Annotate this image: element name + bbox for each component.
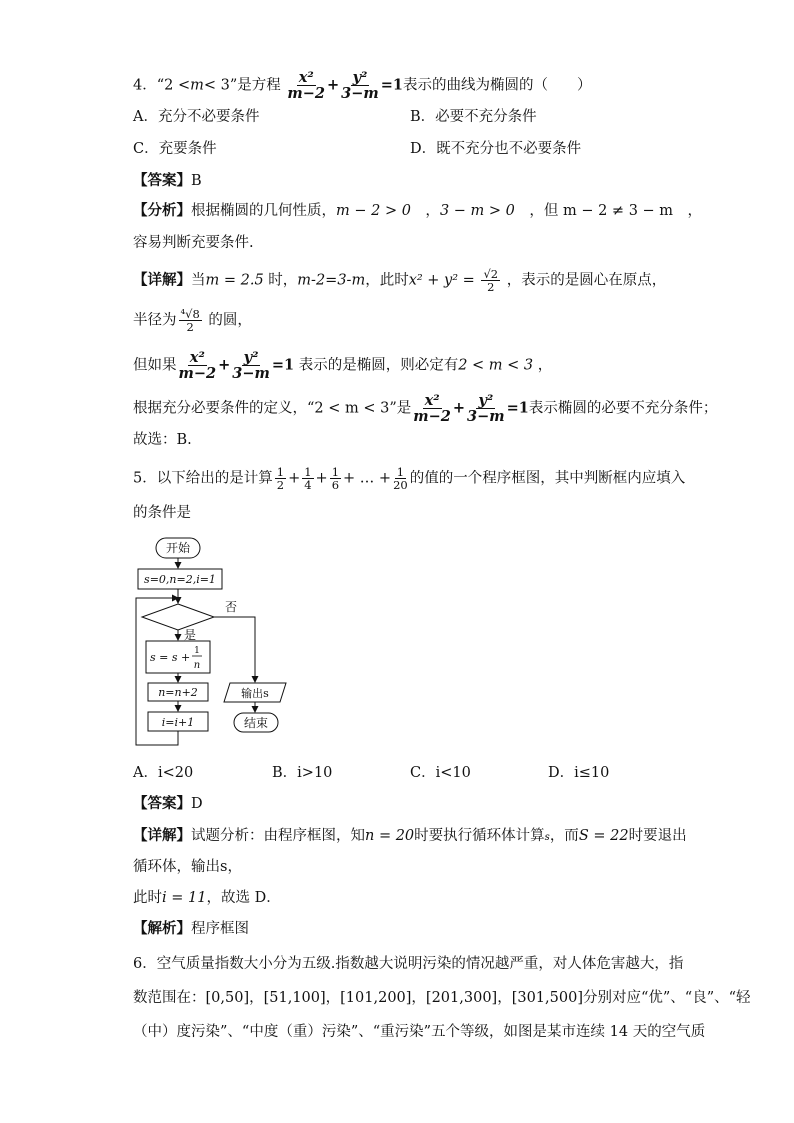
equals-one: =1 xyxy=(380,76,403,94)
frac-denominator: 6 xyxy=(331,478,340,493)
math: i = 11 xyxy=(162,890,207,906)
frac-denominator: m−2 xyxy=(287,85,325,103)
text: ，表示的是圆心在原点， xyxy=(506,272,667,289)
text: 时要执行循环体计算 xyxy=(414,828,545,844)
analysis-text: 根据椭圆的几何性质， xyxy=(191,203,336,219)
analysis-cond3: ，但 m − 2 ≠ 3 − m ， xyxy=(529,203,703,219)
q4-fraction-y xyxy=(232,350,270,381)
frac-numerator: y² xyxy=(478,392,494,409)
start-label: 开始 xyxy=(165,541,191,555)
text: 但如果 xyxy=(133,357,177,374)
text: 半径为 xyxy=(133,312,177,329)
text: 以下给出的是计算 xyxy=(156,470,273,487)
no-label: 否 xyxy=(225,600,238,614)
end-label: 结束 xyxy=(243,716,269,730)
yes-label: 是 xyxy=(184,628,197,642)
frac-denominator: 4 xyxy=(304,478,312,493)
frac-denominator: m−2 xyxy=(413,408,451,426)
q5-stem: 5．以下给出的是计算 $\frac{1}{2}$ + $\frac{1}{4}$ + $\frac{1}{6}$ + … + $\frac{1}{20}$ 的值的一个程序框图，其中判断框内应填入 xyxy=(133,465,686,493)
sqrt2-over-2 xyxy=(481,268,500,293)
analysis-cond2: 3 − m > 0 xyxy=(439,203,515,219)
answer-tag: 【答案】 xyxy=(133,795,191,812)
q4-fraction-x xyxy=(413,393,451,424)
math: m = 2.5 xyxy=(205,272,264,289)
q4-detail-line3 xyxy=(133,350,552,381)
q6-line2: 数范围在：[0,50]，[51,100]，[101,200]，[201,300]，[301,500]分别对应“优”、“良”、“轻 xyxy=(133,990,751,1006)
q5-answer xyxy=(133,794,203,814)
q5-option-b: B．i>10 xyxy=(272,765,333,781)
equals-one: =1 xyxy=(506,399,529,417)
update-s-lhs: s = s + xyxy=(150,651,191,664)
math: S = 22 xyxy=(578,828,629,844)
equals-one: =1 xyxy=(271,356,295,374)
text: 表示椭圆的必要不充分条件； xyxy=(528,400,718,417)
text: 当 xyxy=(191,272,206,289)
q4-option-a: A．充分不必要条件 xyxy=(133,109,260,125)
frac-denominator: 3−m xyxy=(467,408,505,426)
answer-value: D xyxy=(191,796,203,812)
frac-denominator: 2 xyxy=(487,280,495,295)
detail-tag: 【详解】 xyxy=(133,271,191,289)
q4-fraction-y xyxy=(467,393,505,424)
flowchart xyxy=(130,535,300,750)
analysis-tag: 【分析】 xyxy=(133,202,191,219)
q5-stem-line2: 的条件是 xyxy=(133,505,191,521)
text: ，故选 D． xyxy=(206,890,281,906)
q5-detail-line2: 循环体，输出s， xyxy=(133,859,242,875)
frac-numerator: y² xyxy=(352,69,368,86)
q4-analysis-line1: 【分析】根据椭圆的几何性质，m − 2 > 0 ，3 − m > 0 ，但 m − 2 ≠ 3 − m ， xyxy=(133,202,703,219)
text: 根据充分必要条件的定义，“2 < m < 3”是 xyxy=(133,400,412,417)
ellipsis: + … + xyxy=(343,470,392,487)
frac-numerator: 1 xyxy=(304,465,312,479)
text: 时要退出 xyxy=(628,828,687,844)
q4-detail-line4 xyxy=(133,393,717,424)
q4-analysis-line2: 容易判断充要条件. xyxy=(133,235,254,251)
math: s xyxy=(544,832,550,843)
update-n-label: n=n+2 xyxy=(158,686,198,699)
frac-numerator: 1 xyxy=(396,465,405,479)
text: 时， xyxy=(268,272,298,289)
term-frac xyxy=(393,466,408,491)
q4-option-c: C．充要条件 xyxy=(133,141,217,157)
q4-stem-open: “2 < xyxy=(156,77,191,94)
frac-numerator: y² xyxy=(243,349,259,366)
text: 的圆， xyxy=(208,312,252,329)
term-frac xyxy=(302,466,313,491)
q4-number: 4． xyxy=(133,77,157,94)
frac-denominator: 3−m xyxy=(341,85,379,103)
q5-detail-line1 xyxy=(133,826,687,848)
init-label: s=0,n=2,i=1 xyxy=(144,573,216,586)
q4-fraction-y xyxy=(341,70,379,101)
frac-denominator: 2 xyxy=(276,478,285,493)
math: x² + y² = xyxy=(408,272,475,289)
q4-fraction-x xyxy=(179,350,217,381)
q4-detail-line2 xyxy=(133,308,252,333)
q6-line3: （中）度污染”、“中度（重）污染”、“重污染”五个等级，如图是某市连续 14 天的空气质 xyxy=(133,1024,706,1040)
q5-option-c: C．i<10 xyxy=(410,765,471,781)
q5-option-d: D．i≤10 xyxy=(548,765,610,781)
frac-denominator: 3−m xyxy=(232,365,270,383)
no-branch-line xyxy=(214,617,255,682)
text: ，此时 xyxy=(365,272,409,289)
math: m-2=3-m xyxy=(297,272,366,289)
frac-denominator: 2 xyxy=(186,320,194,335)
q4-stem-lt3: < 3”是方程 xyxy=(203,77,281,94)
q4-fraction-x xyxy=(287,70,325,101)
update-s-den: n xyxy=(193,660,201,671)
analysis-cond1: m − 2 > 0 xyxy=(336,203,411,219)
plus-sign: + xyxy=(327,76,340,94)
update-i-label: i=i+1 xyxy=(161,716,195,729)
q5-detail-line3 xyxy=(133,888,281,908)
text: 表示的是椭圆，则必定有 xyxy=(298,357,459,374)
q4-option-b: B．必要不充分条件 xyxy=(410,109,537,125)
frac-numerator: x² xyxy=(424,392,440,409)
q4-option-d: D．既不充分也不必要条件 xyxy=(410,141,582,157)
q5-number: 5． xyxy=(133,470,157,487)
frac-numerator: √2 xyxy=(483,267,499,281)
answer-value: B xyxy=(191,173,202,189)
frac-denominator: m−2 xyxy=(178,365,217,383)
q6-line1: 6．空气质量指数大小分为五级.指数越大说明污染的情况越严重，对人体危害越大，指 xyxy=(133,956,684,972)
decision-diamond xyxy=(142,604,214,630)
frac-numerator: 1 xyxy=(276,465,285,479)
q4-detail-line5: 故选：B. xyxy=(133,432,192,448)
plus-sign: + xyxy=(218,356,231,374)
math: 2 < m < 3 xyxy=(458,357,534,374)
term-frac xyxy=(330,466,341,491)
frac-numerator: ⁴√8 xyxy=(180,307,200,321)
frac-denominator: 20 xyxy=(393,478,408,493)
q5-option-a: A．i<20 xyxy=(133,765,194,781)
q5-jiexi xyxy=(133,919,249,939)
text: ， xyxy=(537,357,553,374)
output-label: 输出s xyxy=(241,687,269,700)
plus-sign: + xyxy=(452,399,466,417)
frac-numerator: x² xyxy=(298,69,314,86)
text: 的值的一个程序框图，其中判断框内应填入 xyxy=(409,470,686,487)
q4-stem-tail: 表示的曲线为椭圆的（ ） xyxy=(403,77,592,94)
answer-tag: 【答案】 xyxy=(133,172,191,189)
text: ，而 xyxy=(549,828,579,844)
text: 此时 xyxy=(133,890,162,906)
update-s-num: 1 xyxy=(194,646,200,656)
math: n = 20 xyxy=(365,828,415,844)
q4-stem xyxy=(133,70,592,101)
q4-detail-line1 xyxy=(133,268,666,293)
frac-numerator: 1 xyxy=(331,465,340,479)
q4-var-m: m xyxy=(190,77,204,94)
jiexi-tag: 【解析】 xyxy=(133,920,191,937)
q4-answer xyxy=(133,171,202,191)
jiexi-text: 程序框图 xyxy=(191,921,249,937)
detail-tag: 【详解】 xyxy=(133,827,191,844)
radius-fraction xyxy=(179,308,202,333)
term-frac xyxy=(275,466,286,491)
frac-numerator: x² xyxy=(189,349,205,366)
text: 试题分析：由程序框图，知 xyxy=(191,828,365,844)
